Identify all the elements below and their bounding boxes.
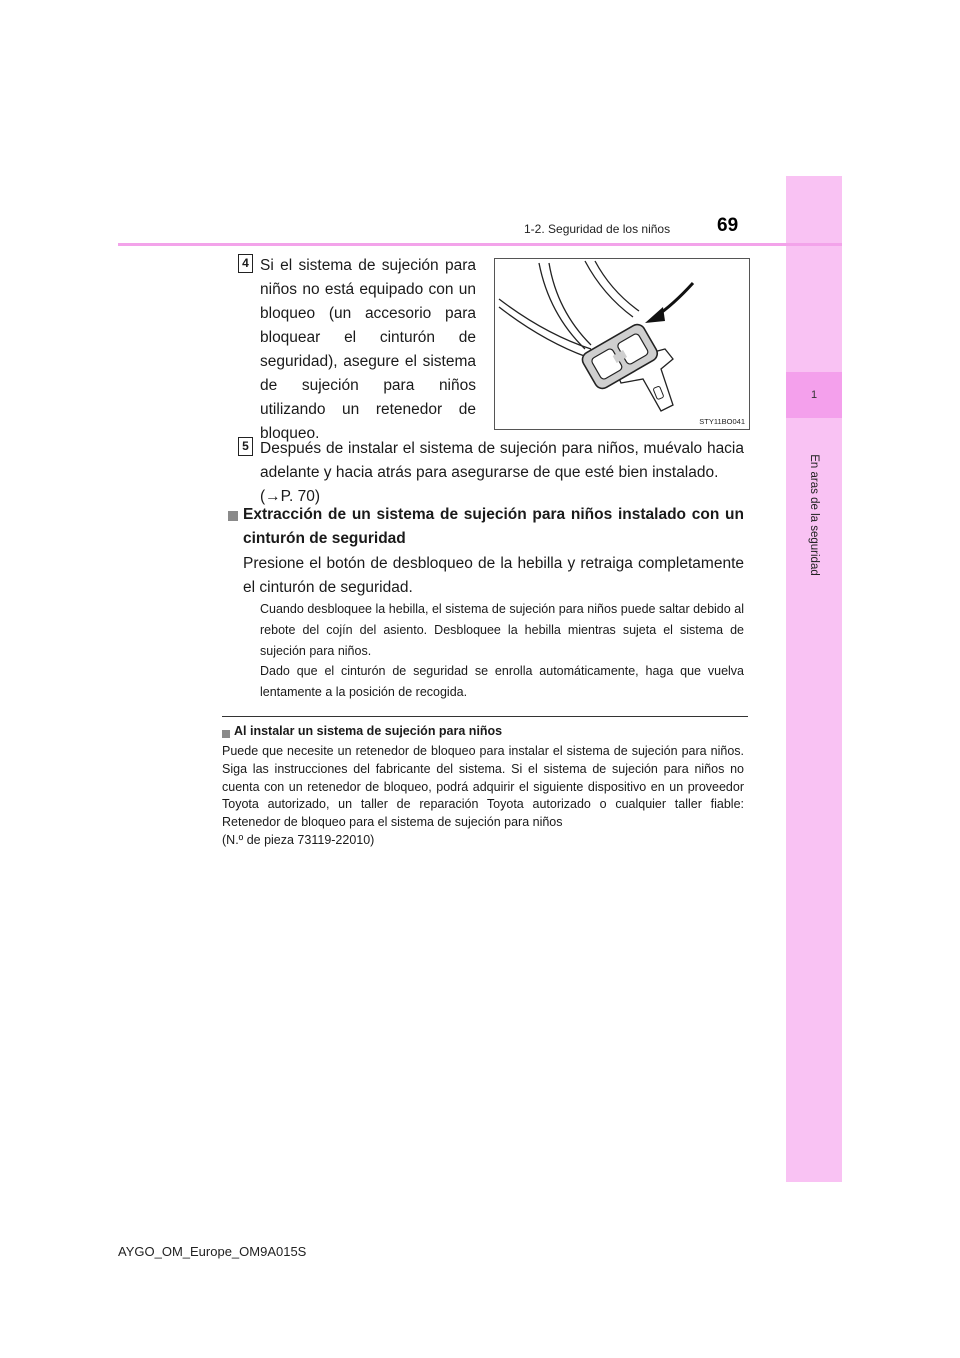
chapter-sidebar bbox=[786, 176, 842, 1182]
removal-note-1: Cuando desbloquee la hebilla, el sistema de sujeción para niños puede saltar debido al rebote del cojín del asiento. Desbloquee la hebilla mientras sujeta el sistema de sujeción para niños. bbox=[260, 602, 744, 658]
info-text: Puede que necesite un retenedor de bloqueo para instalar el sistema de sujeción para niños. Siga las instrucciones del fabricante del sistema. Si el sistema de sujeción para niños no cuenta con un retenedor de bloqueo, podrá adquirir el siguiente dispositivo en un proveedor Toyota autorizado, un taller de reparación Toyota autorizado o cualquier taller fiable: Retenedor de bloqueo para el sistema de sujeción para niños bbox=[222, 744, 744, 830]
step-4-line: Si el sistema de sujeción para bbox=[260, 257, 476, 274]
page-number: 69 bbox=[717, 215, 739, 236]
square-bullet-icon bbox=[222, 730, 230, 738]
section-title: 1-2. Seguridad de los niños bbox=[524, 222, 671, 236]
removal-note-2: Dado que el cinturón de seguridad se enrolla automáticamente, haga que vuelva lentamente a la posición de recogida. bbox=[260, 664, 744, 699]
step-4-badge: 4 bbox=[238, 254, 253, 273]
locking-clip-figure bbox=[494, 258, 750, 430]
step-5-text bbox=[260, 437, 744, 509]
step-4-line: bloqueo (un accesorio para bbox=[260, 305, 476, 322]
step-5-badge: 5 bbox=[238, 437, 253, 456]
step-4-text bbox=[260, 254, 476, 446]
removal-instructions: Presione el botón de desbloqueo de la hebilla y retraiga completamente el cinturón de seguridad. bbox=[243, 555, 744, 596]
document-code: AYGO_OM_Europe_OM9A015S bbox=[118, 1244, 307, 1259]
info-divider bbox=[222, 716, 748, 717]
header-divider bbox=[118, 243, 842, 246]
step-4-line: seguridad), asegure el sistema bbox=[260, 353, 476, 370]
step-4-line: bloquear el cinturón de bbox=[260, 329, 476, 346]
step-5-sentence: Después de instalar el sistema de sujeción para niños, muévalo hacia adelante y hacia atrás para asegurarse de que esté bien instalado. bbox=[260, 440, 744, 481]
square-bullet-icon bbox=[228, 511, 238, 521]
seatbelt-locking-clip-illustration bbox=[495, 259, 749, 429]
step-4-line: bloqueo. bbox=[260, 425, 320, 442]
part-number: (N.º de pieza 73119-22010) bbox=[222, 832, 375, 847]
info-title: Al instalar un sistema de sujeción para niños bbox=[234, 724, 503, 738]
page-reference-link[interactable]: (→P. 70) bbox=[260, 488, 321, 505]
chapter-title: En aras de la seguridad bbox=[808, 454, 820, 576]
step-4-line: utilizando un retenedor de bbox=[260, 401, 476, 418]
figure-code: STY11BO041 bbox=[699, 417, 745, 426]
chapter-number: 1 bbox=[810, 389, 818, 401]
info-body bbox=[222, 743, 744, 850]
removal-heading: Extracción de un sistema de sujeción para niños instalado con un cinturón de seguridad bbox=[243, 506, 744, 547]
step-4-line: de sujeción para niños bbox=[260, 377, 476, 394]
step-4-line: niños no está equipado con un bbox=[260, 281, 476, 298]
